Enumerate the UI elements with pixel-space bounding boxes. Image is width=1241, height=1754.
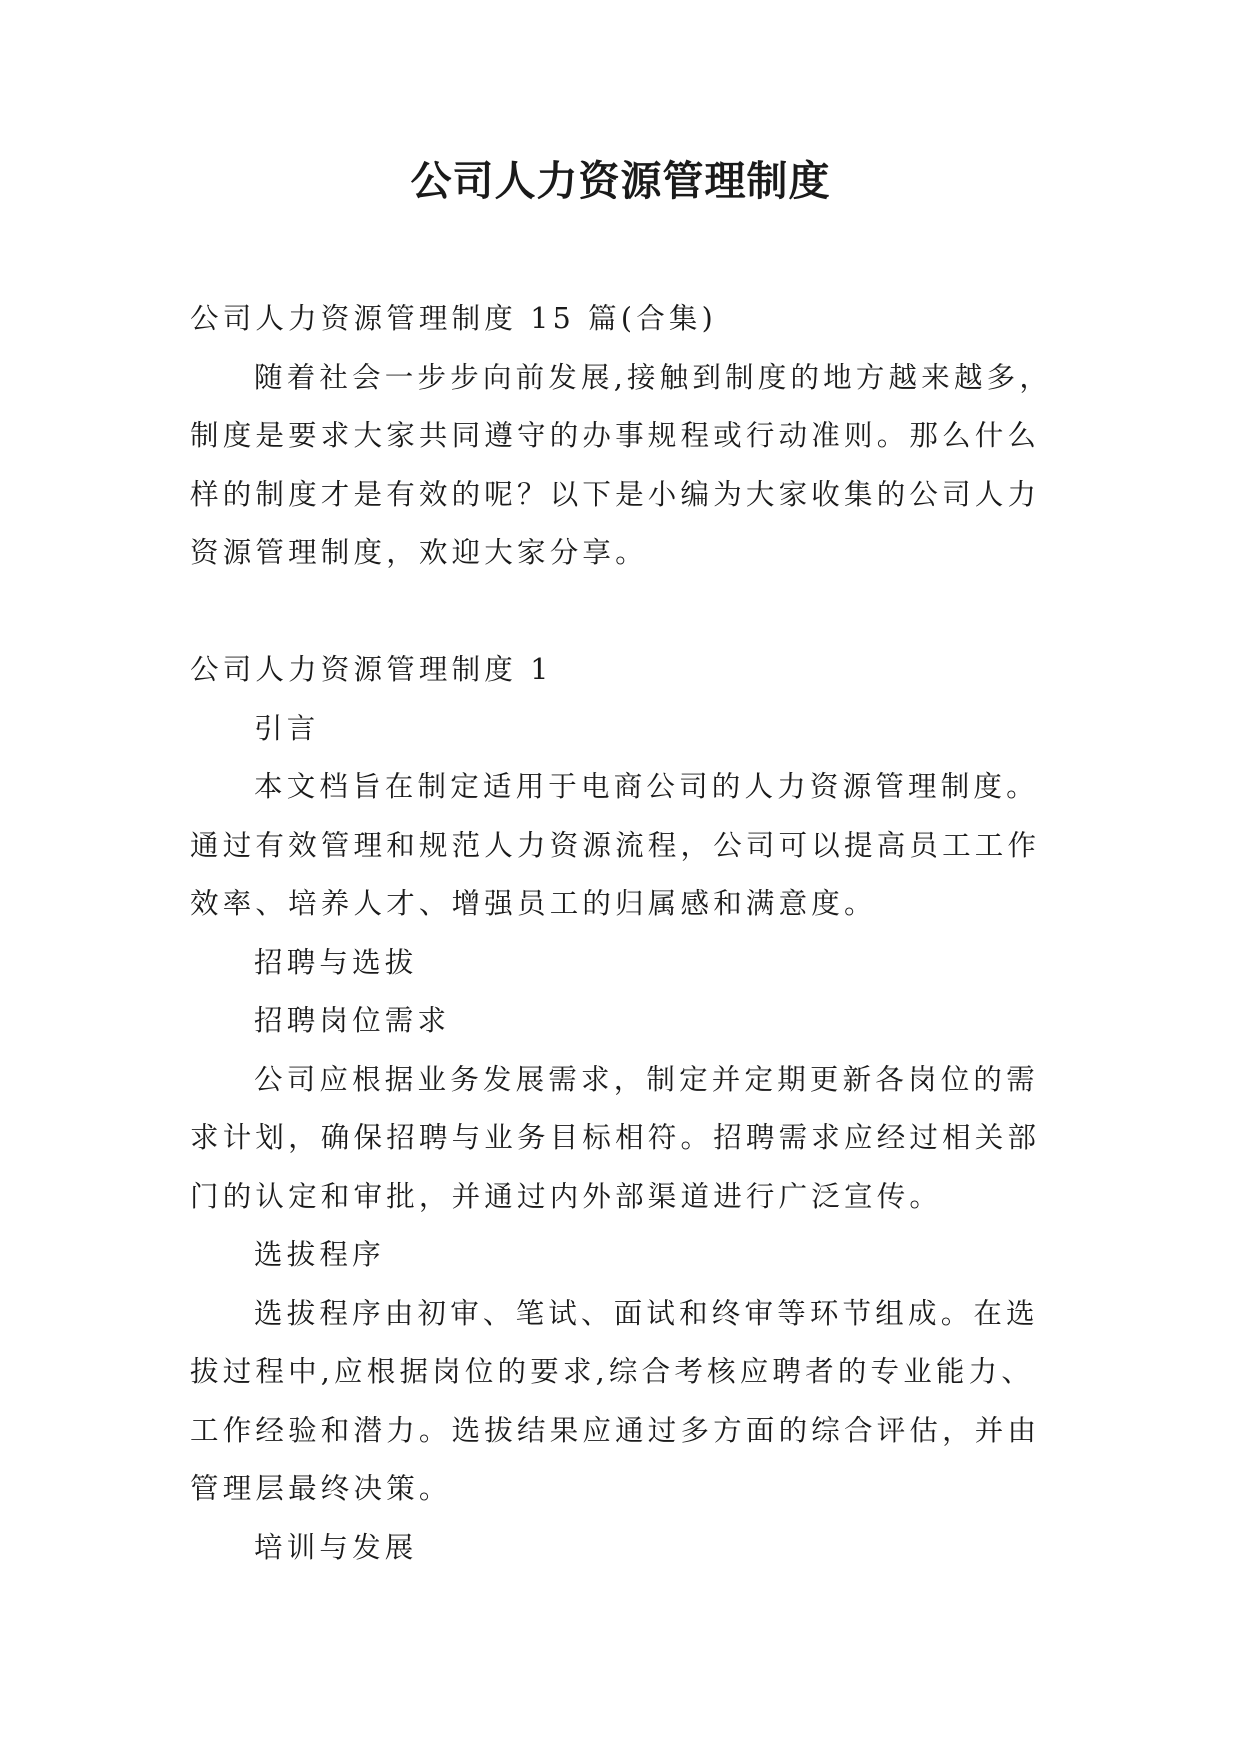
- subsection-selection-paragraph: 选拔程序由初审、笔试、面试和终审等环节组成。在选拔过程中,应根据岗位的要求,综合考核应聘者的专业能力、工作经验和潜力。选拔结果应通过多方面的综合评估，并由管理层最终决策。: [190, 1296, 1041, 1505]
- paragraph-spacer: [190, 583, 1054, 642]
- section-intro-paragraph: 本文档旨在制定适用于电商公司的人力资源管理制度。通过有效管理和规范人力资源流程，公司可以提高员工工作效率、培养人才、增强员工的归属感和满意度。: [190, 770, 1041, 920]
- subsection-demand-paragraph: 公司应根据业务发展需求，制定并定期更新各岗位的需求计划，确保招聘与业务目标相符。招聘需求应经过相关部门的认定和审批，并通过内外部渠道进行广泛宣传。: [190, 1062, 1041, 1213]
- article-heading: 公司人力资源管理制度 1: [190, 653, 553, 686]
- intro-paragraph: 随着社会一步步向前发展,接触到制度的地方越来越多，制度是要求大家共同遵守的办事规程或行动准则。那么什么样的制度才是有效的呢？以下是小编为大家收集的公司人力资源管理制度，欢迎大家分享。: [190, 360, 1053, 569]
- section-heading-recruitment: 招聘与选拔: [254, 945, 418, 979]
- section-heading-training: 培训与发展: [254, 1530, 418, 1564]
- collection-title: 公司人力资源管理制度 15 篇(合集): [190, 302, 717, 335]
- document-title: 公司人力资源管理制度: [410, 157, 831, 205]
- section-heading-intro: 引言: [254, 711, 320, 745]
- subsection-heading-demand: 招聘岗位需求: [254, 1004, 451, 1037]
- document-body: [190, 290, 1054, 1577]
- subsection-heading-selection: 选拔程序: [254, 1238, 385, 1271]
